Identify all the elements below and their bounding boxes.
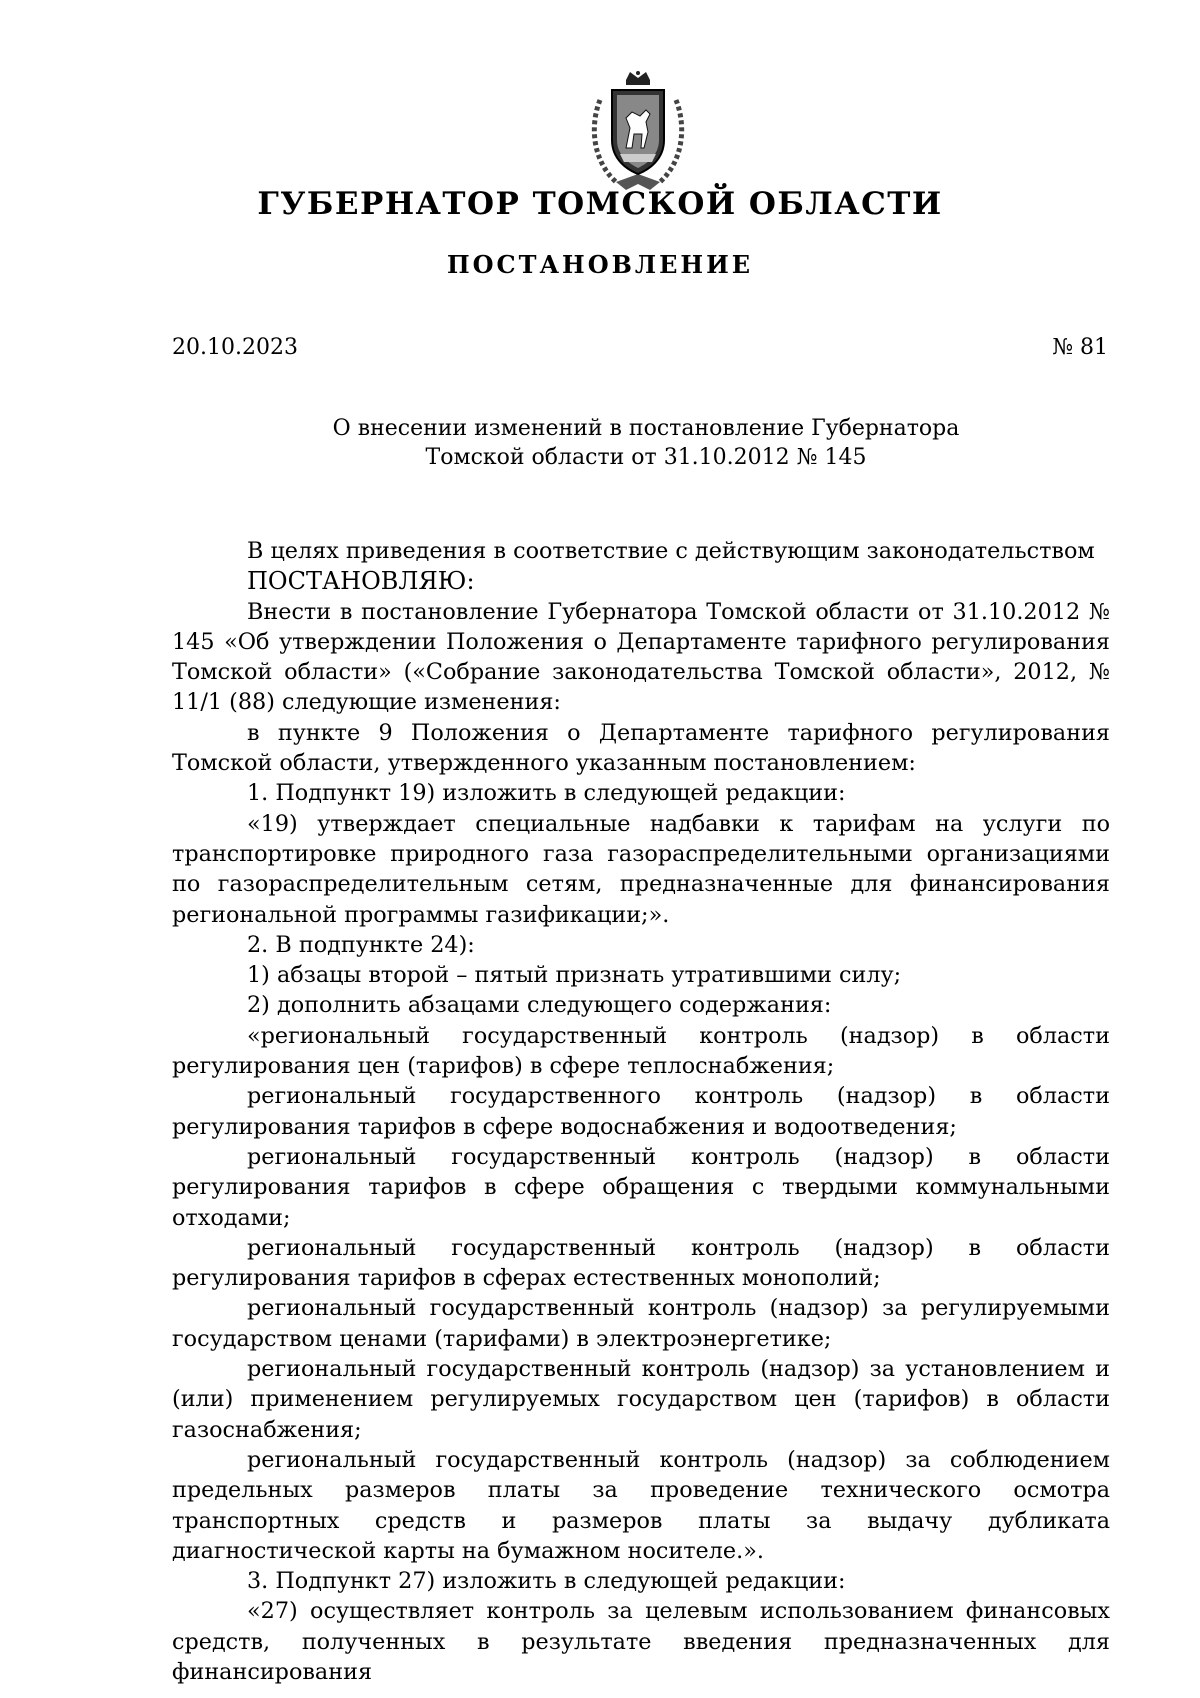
paragraph-item1: 1. Подпункт 19) изложить в следующей редакции: — [247, 780, 846, 807]
paragraph-point9: в пункте 9 Положения о Департаменте тарифного регулирования Томской области, утвержденного указанным постановлением: — [172, 719, 1110, 777]
paragraph-control-water: региональный государственного контроль (надзор) в области регулирования тарифов в сфере водоснабжения и водоотведения; — [172, 1083, 1110, 1140]
paragraph-item2-1: 1) абзацы второй – пятый признать утратившими силу; — [247, 962, 902, 989]
document-body — [172, 536, 1110, 1687]
paragraph-control-electricity: региональный государственный контроль (надзор) за регулируемыми государством ценами (тарифами) в электроэнергетике; — [172, 1295, 1110, 1352]
subject-line-1: О внесении изменений в постановление Губернатора — [332, 416, 960, 441]
document-number: № 81 — [1052, 335, 1108, 360]
paragraph-control-inspection: региональный государственный контроль (надзор) за соблюдением предельных размеров платы за проведение технического осмотра транспортных средств и размеров платы за выдачу дубликата диагностической карты на бумажном носителе.». — [172, 1446, 1110, 1564]
paragraph-control-monopolies: региональный государственный контроль (надзор) в области регулирования тарифов в сферах естественных монополий; — [172, 1234, 1110, 1292]
subject-line-2: Томской области от 31.10.2012 № 145 — [425, 445, 867, 470]
paragraph-sub19: «19) утверждает специальные надбавки к тарифам на услуги по транспортировке природного газа газораспределительными организациями по газораспределительным сетям, предназначенные для финансирования региональной программы газификации;». — [172, 810, 1110, 928]
paragraph-sub27: «27) осуществляет контроль за целевым использованием финансовых средств, полученных в результате введения предназначенных для финансирования — [172, 1598, 1110, 1685]
paragraph-control-gas: региональный государственный контроль (надзор) за установлением и (или) применением регулируемых государством цен (тарифов) в области газоснабжения; — [172, 1356, 1110, 1443]
org-title: ГУБЕРНАТОР ТОМСКОЙ ОБЛАСТИ — [257, 186, 943, 222]
coat-of-arms-emblem — [586, 70, 690, 192]
paragraph-control-waste: региональный государственный контроль (надзор) в области регулирования тарифов в сфере обращения с твердыми коммунальными отходами; — [172, 1143, 1110, 1231]
paragraph-item3: 3. Подпункт 27) изложить в следующей редакции: — [247, 1568, 846, 1595]
paragraph-control-heat: «региональный государственный контроль (надзор) в области регулирования цен (тарифов) в сфере теплоснабжения; — [172, 1022, 1110, 1080]
paragraph-amend: Внести в постановление Губернатора Томской области от 31.10.2012 № 145 «Об утверждении Положения о Департаменте тарифного регулирования Томской области» («Собрание законодательства Томской области», 2012, № 11/1 (88) следующие изменения: — [172, 598, 1110, 716]
document-date: 20.10.2023 — [172, 335, 298, 360]
paragraph-item2-2: 2) дополнить абзацами следующего содержания: — [247, 992, 832, 1019]
paragraph-decree: ПОСТАНОВЛЯЮ: — [247, 567, 475, 596]
paragraph-purpose: В целях приведения в соответствие с действующим законодательством — [247, 538, 1095, 564]
document-type: ПОСТАНОВЛЕНИЕ — [446, 250, 754, 279]
paragraph-item2: 2. В подпункте 24): — [247, 931, 475, 958]
document-subject — [0, 414, 1200, 472]
